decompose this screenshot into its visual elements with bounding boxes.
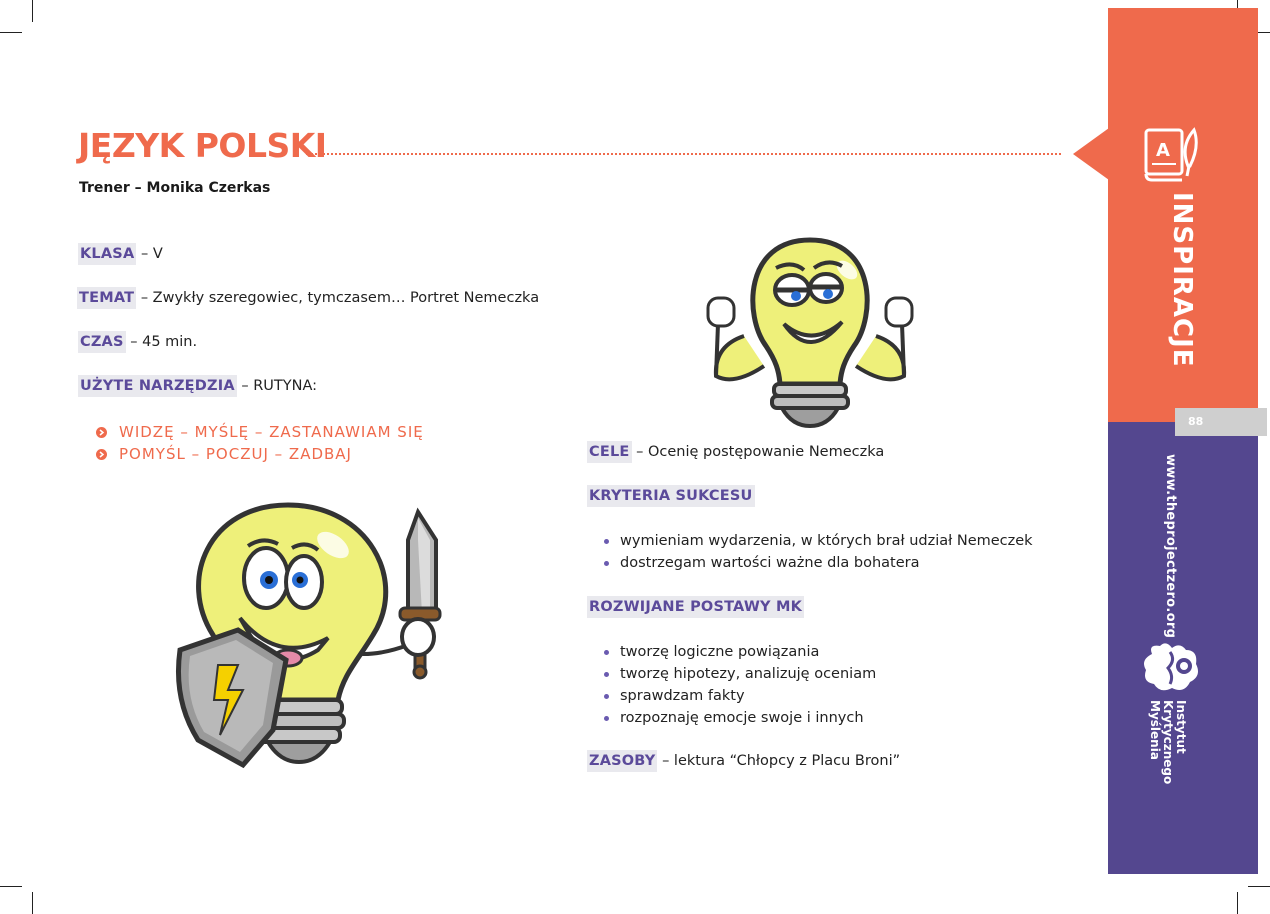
routine-item bbox=[96, 421, 424, 443]
postawy-row bbox=[587, 599, 804, 615]
zasoby-value: – lektura “Chłopcy z Placu Broni” bbox=[657, 753, 901, 769]
temat-label: TEMAT bbox=[77, 287, 136, 309]
bullet-dot-icon bbox=[604, 716, 609, 721]
lightbulb-strongman-illustration bbox=[704, 236, 916, 430]
bullet-dot-icon bbox=[604, 672, 609, 677]
crop-mark bbox=[0, 886, 22, 887]
routine-list bbox=[96, 421, 424, 465]
organization-name: Instytut Krytycznego Myślenia bbox=[1148, 700, 1188, 785]
lightbulb-knight-illustration bbox=[168, 500, 458, 775]
klasa-label: KLASA bbox=[78, 243, 136, 265]
postawy-label: ROZWIJANE POSTAWY MK bbox=[587, 596, 804, 618]
bullet-dot-icon bbox=[604, 694, 609, 699]
arrow-right-icon bbox=[96, 427, 107, 438]
routine-text: WIDZĘ – MYŚLĘ – ZASTANAWIAM SIĘ bbox=[119, 423, 424, 441]
sidebar-pointer bbox=[1073, 128, 1109, 180]
zasoby-row bbox=[587, 753, 900, 769]
page-title: JĘZYK POLSKI bbox=[78, 126, 327, 165]
cele-label: CELE bbox=[587, 441, 632, 463]
website-url[interactable]: www.theprojectzero.org bbox=[1163, 454, 1178, 639]
list-item: wymieniam wydarzenia, w których brał udział Nemeczek bbox=[604, 530, 1033, 552]
routine-item bbox=[96, 443, 424, 465]
trainer-line: Trener – Monika Czerkas bbox=[79, 180, 271, 196]
kryteria-row bbox=[587, 488, 755, 504]
cele-value: – Ocenię postępowanie Nemeczka bbox=[631, 444, 885, 460]
kryteria-list bbox=[604, 530, 1033, 574]
arrow-right-icon bbox=[96, 449, 107, 460]
brain-logo-icon bbox=[1140, 640, 1202, 696]
crop-mark bbox=[32, 0, 33, 22]
list-item: tworzę logiczne powiązania bbox=[604, 641, 876, 663]
crop-mark bbox=[0, 32, 22, 33]
page-number: 88 bbox=[1175, 408, 1267, 436]
narzedzia-row bbox=[78, 378, 317, 394]
crop-mark bbox=[1237, 892, 1238, 914]
temat-row bbox=[77, 290, 539, 306]
narzedzia-value: – RUTYNA: bbox=[236, 378, 318, 394]
bullet-dot-icon bbox=[604, 539, 609, 544]
title-dotted-rule bbox=[306, 153, 1061, 155]
list-item: sprawdzam fakty bbox=[604, 685, 876, 707]
postawy-list bbox=[604, 641, 876, 729]
section-title: INSPIRACJE bbox=[1167, 192, 1197, 368]
list-item: dostrzegam wartości ważne dla bohatera bbox=[604, 552, 1033, 574]
czas-value: – 45 min. bbox=[125, 334, 198, 350]
bullet-dot-icon bbox=[604, 561, 609, 566]
svg-text:A: A bbox=[1156, 140, 1170, 161]
narzedzia-label: UŻYTE NARZĘDZIA bbox=[78, 375, 237, 397]
cele-row bbox=[587, 444, 884, 460]
bullet-dot-icon bbox=[604, 650, 609, 655]
klasa-value: – V bbox=[136, 246, 163, 262]
kryteria-label: KRYTERIA SUKCESU bbox=[587, 485, 755, 507]
list-item: tworzę hipotezy, analizuję oceniam bbox=[604, 663, 876, 685]
crop-mark bbox=[1248, 886, 1270, 887]
klasa-row bbox=[78, 246, 163, 262]
temat-value: – Zwykły szeregowiec, tymczasem… Portret Nemeczka bbox=[136, 290, 540, 306]
book-quill-icon bbox=[1142, 126, 1200, 182]
list-item: rozpoznaję emocje swoje i innych bbox=[604, 707, 876, 729]
routine-text: POMYŚL – POCZUJ – ZADBAJ bbox=[119, 445, 352, 463]
czas-row bbox=[78, 334, 197, 350]
czas-label: CZAS bbox=[78, 331, 126, 353]
crop-mark bbox=[32, 892, 33, 914]
zasoby-label: ZASOBY bbox=[587, 750, 657, 772]
